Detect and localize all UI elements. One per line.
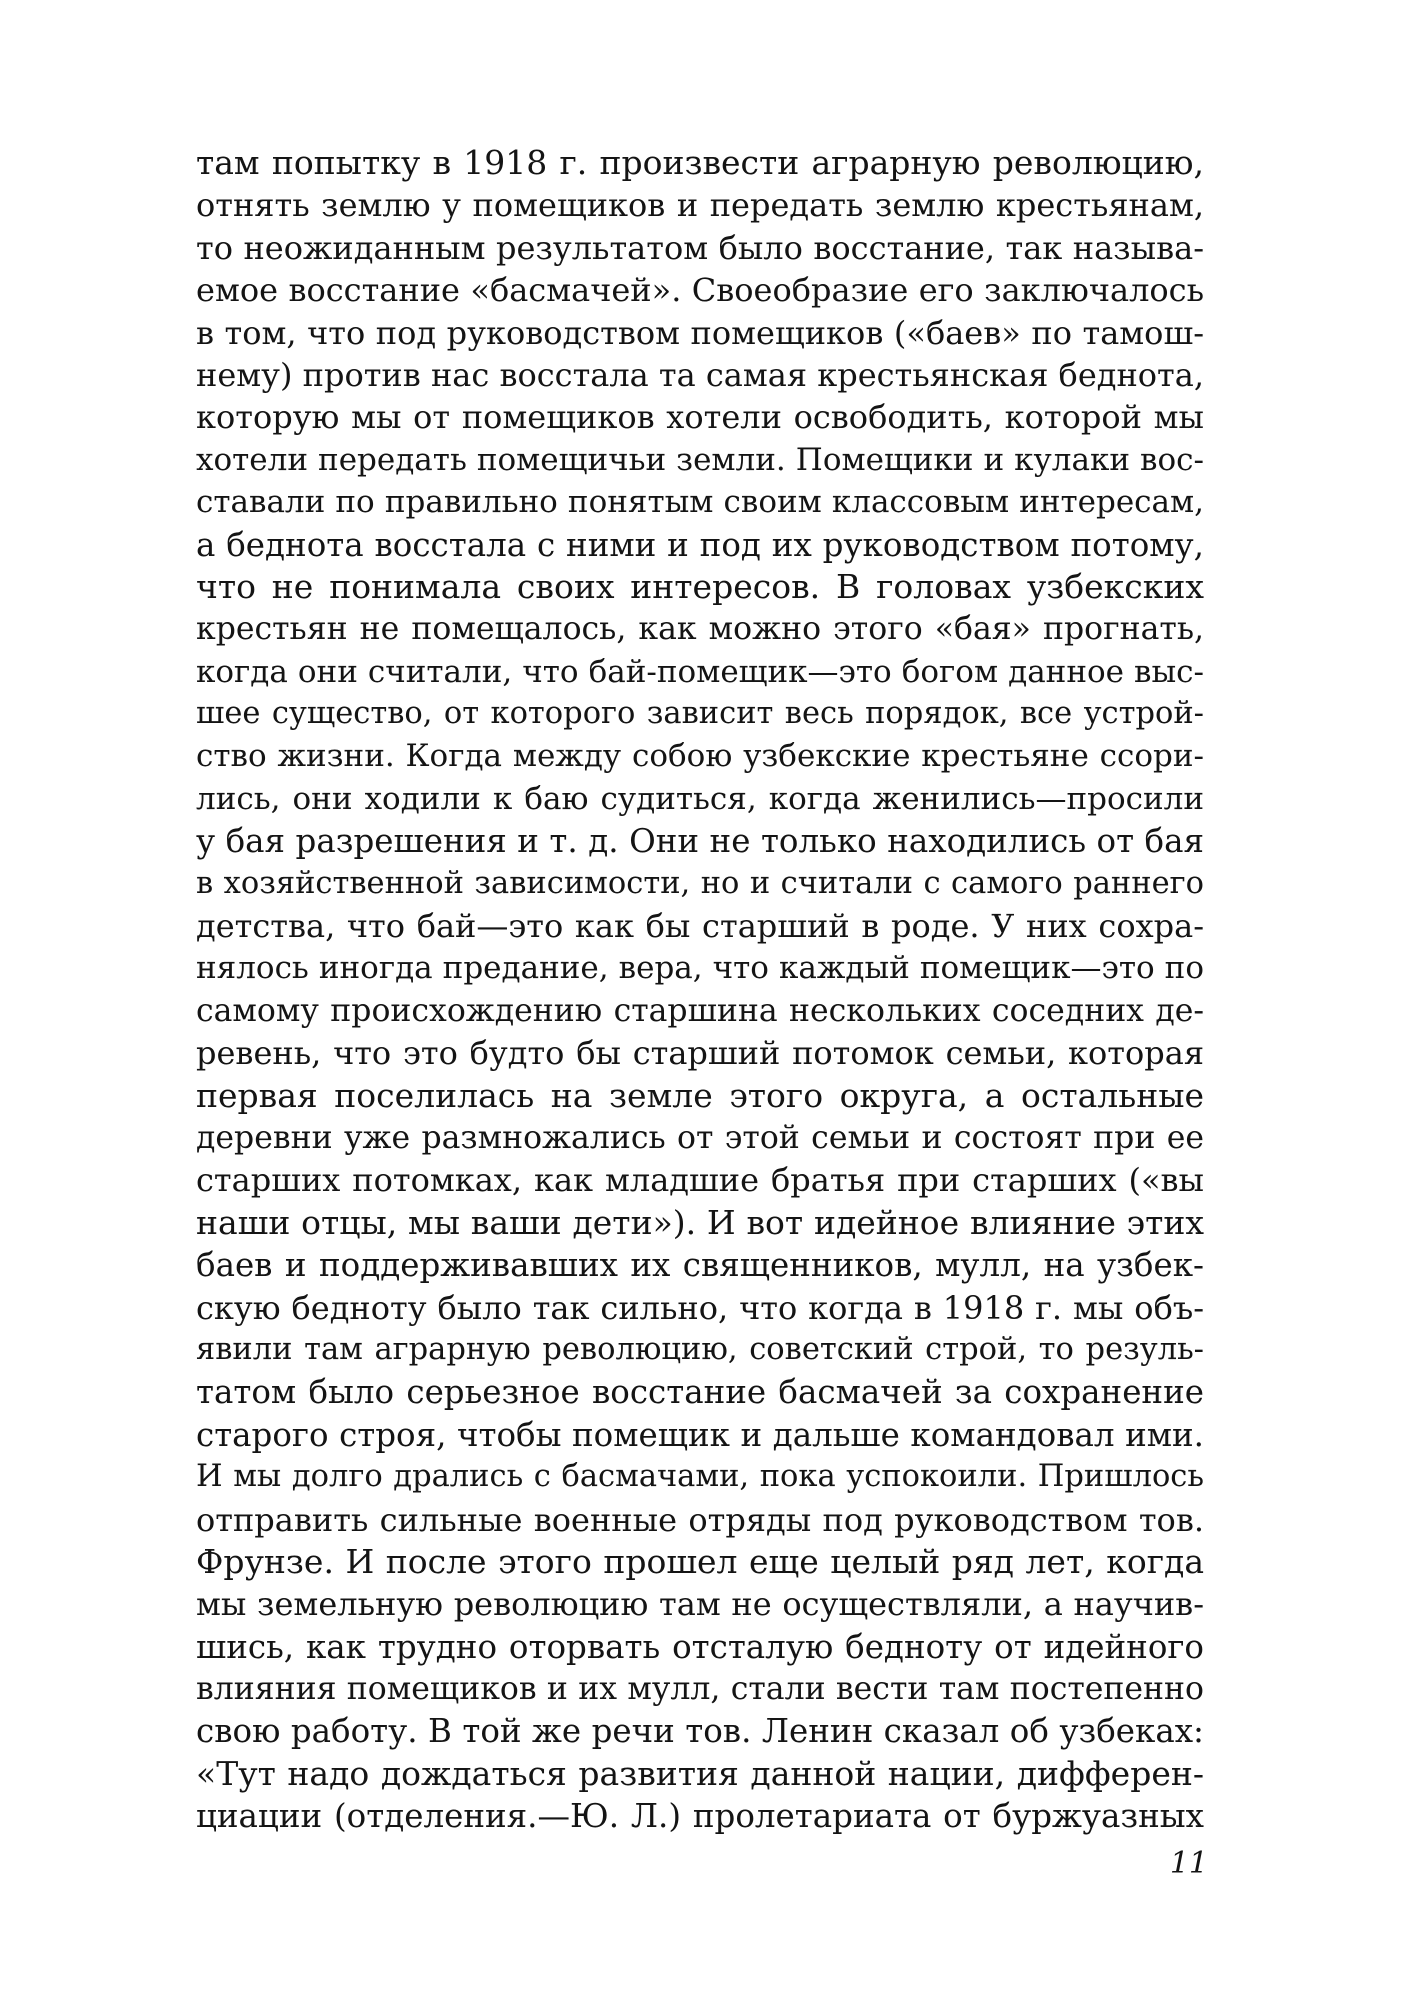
text-line: нему) против нас восстала та самая крестьянская беднота, (196, 355, 1204, 394)
text-line: что не понимала своих интересов. В головах узбекских (196, 566, 1204, 606)
text-line: крестьян не помещалось, как можно этого «бая» прогнать, (196, 611, 1204, 648)
text-line: старого строя, чтобы помещик и дальше командовал ими. (196, 1415, 1204, 1454)
text-line: в том, что под руководством помещиков («баев» по тамош- (196, 313, 1204, 352)
text-line: шись, как трудно оторвать отсталую бедноту от идейного (196, 1627, 1204, 1666)
text-line: явили там аграрную революцию, советский строй, то резуль- (196, 1331, 1204, 1367)
text-line: нялось иногда предание, вера, что каждый помещик—это по (196, 950, 1204, 987)
text-line: отнять землю у помещиков и передать землю крестьянам, (196, 186, 1204, 225)
text-line: первая поселилась на земле этого округа, а остальные (196, 1075, 1204, 1115)
text-line: в хозяйственной зависимости, но и считали с самого раннего (196, 865, 1204, 901)
text-line: лись, они ходили к баю судиться, когда женились—просили (196, 780, 1204, 817)
text-line: шее существо, от которого зависит весь порядок, все устрой- (196, 696, 1204, 732)
text-line: ство жизни. Когда между собою узбекские крестьяне ссори- (196, 738, 1204, 775)
body-text (196, 142, 1204, 1838)
text-line: емое восстание «басмачей». Своеобразие его заключалось (196, 271, 1204, 310)
text-line: самому происхождению старшина нескольких соседних де- (196, 992, 1204, 1029)
text-line: а беднота восстала с ними и под их руководством потому, (196, 525, 1204, 564)
text-line: ревень, что это будто бы старший потомок семьи, которая (196, 1034, 1204, 1073)
text-line: Фрунзе. И после этого прошел еще целый ряд лет, когда (196, 1541, 1204, 1581)
text-line: отправить сильные военные отряды под руководством тов. (196, 1500, 1204, 1539)
text-line: там попытку в 1918 г. произвести аграрную революцию, (196, 143, 1204, 182)
text-line: у бая разрешения и т. д. Они не только находились от бая (196, 822, 1204, 861)
text-line: деревни уже размножались от этой семьи и состоят при ее (196, 1119, 1204, 1156)
text-line: баев и поддерживавших их священников, мулл, на узбек- (196, 1246, 1204, 1285)
text-line: хотели передать помещичьи земли. Помещики и кулаки вос- (196, 441, 1204, 478)
text-line: свою работу. В той же речи тов. Ленин сказал об узбеках: (196, 1712, 1204, 1751)
text-line: И мы долго дрались с басмачами, пока успокоили. Пришлось (196, 1459, 1204, 1495)
text-line: влияния помещиков и их мулл, стали вести там постепенно (196, 1671, 1204, 1708)
text-line: старших потомках, как младшие братья при старших («вы (196, 1161, 1204, 1200)
text-line: мы земельную революцию там не осуществляли, а научив- (196, 1585, 1204, 1624)
text-line: которую мы от помещиков хотели освободить, которой мы (196, 398, 1204, 437)
text-line: «Тут надо дождаться развития данной нации, дифферен- (196, 1753, 1204, 1793)
page-number: 11 (1169, 1846, 1208, 1881)
text-line: ставали по правильно понятым своим классовым интересам, (196, 484, 1204, 521)
text-line: то неожиданным результатом было восстание, так называ- (196, 228, 1204, 267)
text-line: татом было серьезное восстание басмачей за сохранение (196, 1373, 1204, 1412)
text-line: скую бедноту было так сильно, что когда в 1918 г. мы объ- (196, 1288, 1204, 1327)
text-line: циации (отделения.—Ю. Л.) пролетариата от буржуазных (196, 1797, 1204, 1836)
text-line: детства, что бай—это как бы старший в роде. У них сохра- (196, 907, 1204, 946)
text-line: наши отцы, мы ваши дети»). И вот идейное влияние этих (196, 1202, 1204, 1242)
text-line: когда они считали, что бай-помещик—это богом данное выс- (196, 653, 1204, 690)
